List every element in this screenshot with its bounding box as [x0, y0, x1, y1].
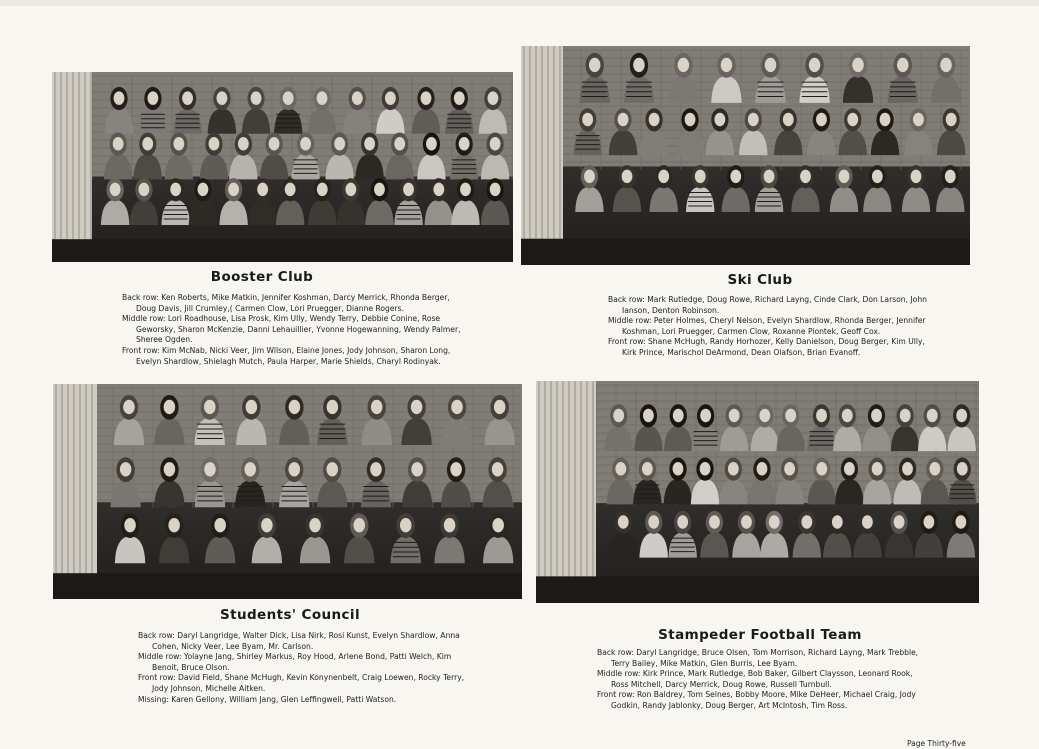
- football-team-title: Stampeder Football Team: [658, 627, 862, 643]
- council-back-row: Back row: Daryl Langridge, Walter Dick, Lisa Nirk, Rosi Kunst, Evelyn Shardlow, Anna Cohen, Nicky Veer, Lee Byam, Mr. Carlson.: [138, 631, 460, 651]
- booster-club-title: Booster Club: [210, 269, 314, 285]
- ski-club-photo: [521, 46, 970, 265]
- group-photo-illustration: [53, 384, 522, 599]
- group-photo-illustration: [536, 381, 979, 603]
- football-team-photo: [536, 381, 979, 603]
- council-middle-row: Middle row: Yolayne Jang, Shirley Markus, Roy Hood, Arlene Bond, Patti Welch, Kim Benoit, Bruce Olson.: [138, 652, 452, 672]
- booster-club-caption: [122, 293, 462, 367]
- students-council-title: Students' Council: [219, 607, 360, 623]
- booster-club-photo: [52, 72, 513, 262]
- booster-middle-row: Middle row: Lori Roadhouse, Lisa Prosk, Kim Ully, Wendy Terry, Debbie Conine, Rose Geworsky, Sharon McKenzie, Danni Lehauillier, Yvonne Hogewanning, Wendy Palmer, Sheree Ogden.: [122, 314, 461, 345]
- football-front-row: Front row: Ron Baldrey, Tom Selnes, Bobby Moore, Mike DeHeer, Michael Craig, Jody Godkin, Randy Jablonky, Doug Berger, Art McIntosh, Tim Ross.: [597, 690, 916, 710]
- ski-middle-row: Middle row: Peter Holmes, Cheryl Nelson, Evelyn Shardlow, Rhonda Berger, Jennifer Koshman, Lori Pruegger, Carmen Clow, Roxanne Piontek, Geoff Cox.: [608, 316, 926, 336]
- ski-front-row: Front row: Shane McHugh, Randy Horhozer, Kelly Danielson, Doug Berger, Kim Ully, Kirk Prince, Marischol DeArmond, Dean Olafson, Brian Evanoff.: [608, 337, 925, 357]
- ski-club-title: Ski Club: [727, 272, 793, 288]
- football-team-caption: [597, 648, 927, 712]
- booster-front-row: Front row: Kim McNab, Nicki Veer, Jim Wilson, Elaine Jones, Jody Johnson, Sharon Long, Evelyn Shardlow, Shielagh Mutch, Paula Harper, Marie Shields, Charyl Rodinyak.: [122, 345, 451, 366]
- page-number: Page Thirty-five: [907, 739, 966, 748]
- ski-club-caption: [608, 295, 940, 359]
- group-photo-illustration: [521, 46, 970, 265]
- ski-back-row: Back row: Mark Rutledge, Doug Rowe, Richard Layng, Cinde Clark, Don Larson, John Ianson, Denton Robinson.: [608, 295, 927, 315]
- group-photo-illustration: [52, 72, 513, 262]
- students-council-photo: [53, 384, 522, 599]
- page-top-edge: [0, 0, 1039, 6]
- council-missing: Missing: Karen Gellony, William Jang, Glen Leffingwell, Patti Watson.: [138, 694, 397, 704]
- football-middle-row: Middle row: Kirk Prince, Mark Rutledge, Bob Baker, Gilbert Claysson, Leonard Rook, Ross Mitchell, Darcy Merrick, Doug Rowe, Russell Turnbull.: [597, 669, 913, 689]
- booster-back-row: Back row: Ken Roberts, Mike Matkin, Jennifer Koshman, Darcy Merrick, Rhonda Berger, Doug Davis, Jill Crumley,( Carmen Clow, Lori Pruegger, Dianne Rogers.: [122, 293, 450, 313]
- students-council-caption: [138, 631, 468, 705]
- council-front-row: Front row: David Field, Shane McHugh, Kevin Konynenbelt, Craig Loewen, Rocky Terry, Jody Johnson, Michelle Aitken.: [138, 673, 465, 693]
- football-back-row: Back row: Daryl Langridge, Bruce Olsen, Tom Morrison, Richard Layng, Mark Trebble, Terry Bailey, Mike Matkin, Glen Burris, Lee Byam.: [597, 648, 919, 668]
